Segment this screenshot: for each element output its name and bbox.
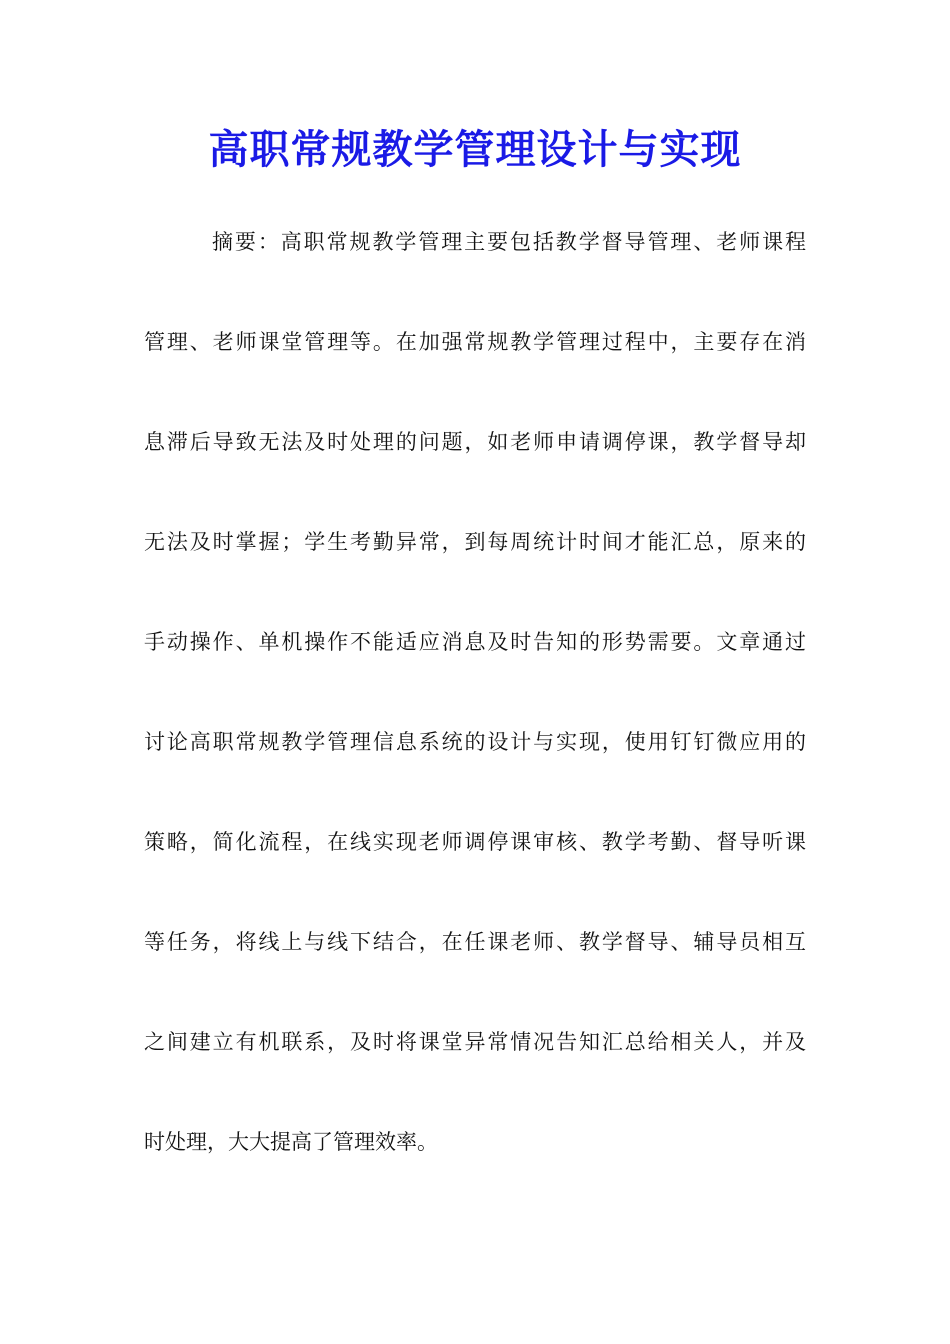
abstract-line: 摘要：高职常规教学管理主要包括教学督导管理、老师课程 xyxy=(212,230,806,254)
abstract-line: 讨论高职常规教学管理信息系统的设计与实现，使用钉钉微应用的 xyxy=(144,730,806,754)
abstract-paragraph xyxy=(144,222,806,1222)
document-title: 高职常规教学管理设计与实现 xyxy=(208,126,742,173)
abstract-line: 手动操作、单机操作不能适应消息及时告知的形势需要。文章通过 xyxy=(144,630,806,654)
abstract-line: 无法及时掌握；学生考勤异常，到每周统计时间才能汇总，原来的 xyxy=(144,530,806,554)
abstract-line: 策略，简化流程，在线实现老师调停课审核、教学考勤、督导听课 xyxy=(144,830,806,854)
abstract-line: 时处理，大大提高了管理效率。 xyxy=(144,1130,438,1154)
abstract-line: 管理、老师课堂管理等。在加强常规教学管理过程中，主要存在消 xyxy=(144,330,806,354)
abstract-line: 息滞后导致无法及时处理的问题，如老师申请调停课，教学督导却 xyxy=(144,430,806,454)
abstract-line: 之间建立有机联系，及时将课堂异常情况告知汇总给相关人，并及 xyxy=(144,1030,806,1054)
abstract-line: 等任务，将线上与线下结合，在任课老师、教学督导、辅导员相互 xyxy=(144,930,806,954)
